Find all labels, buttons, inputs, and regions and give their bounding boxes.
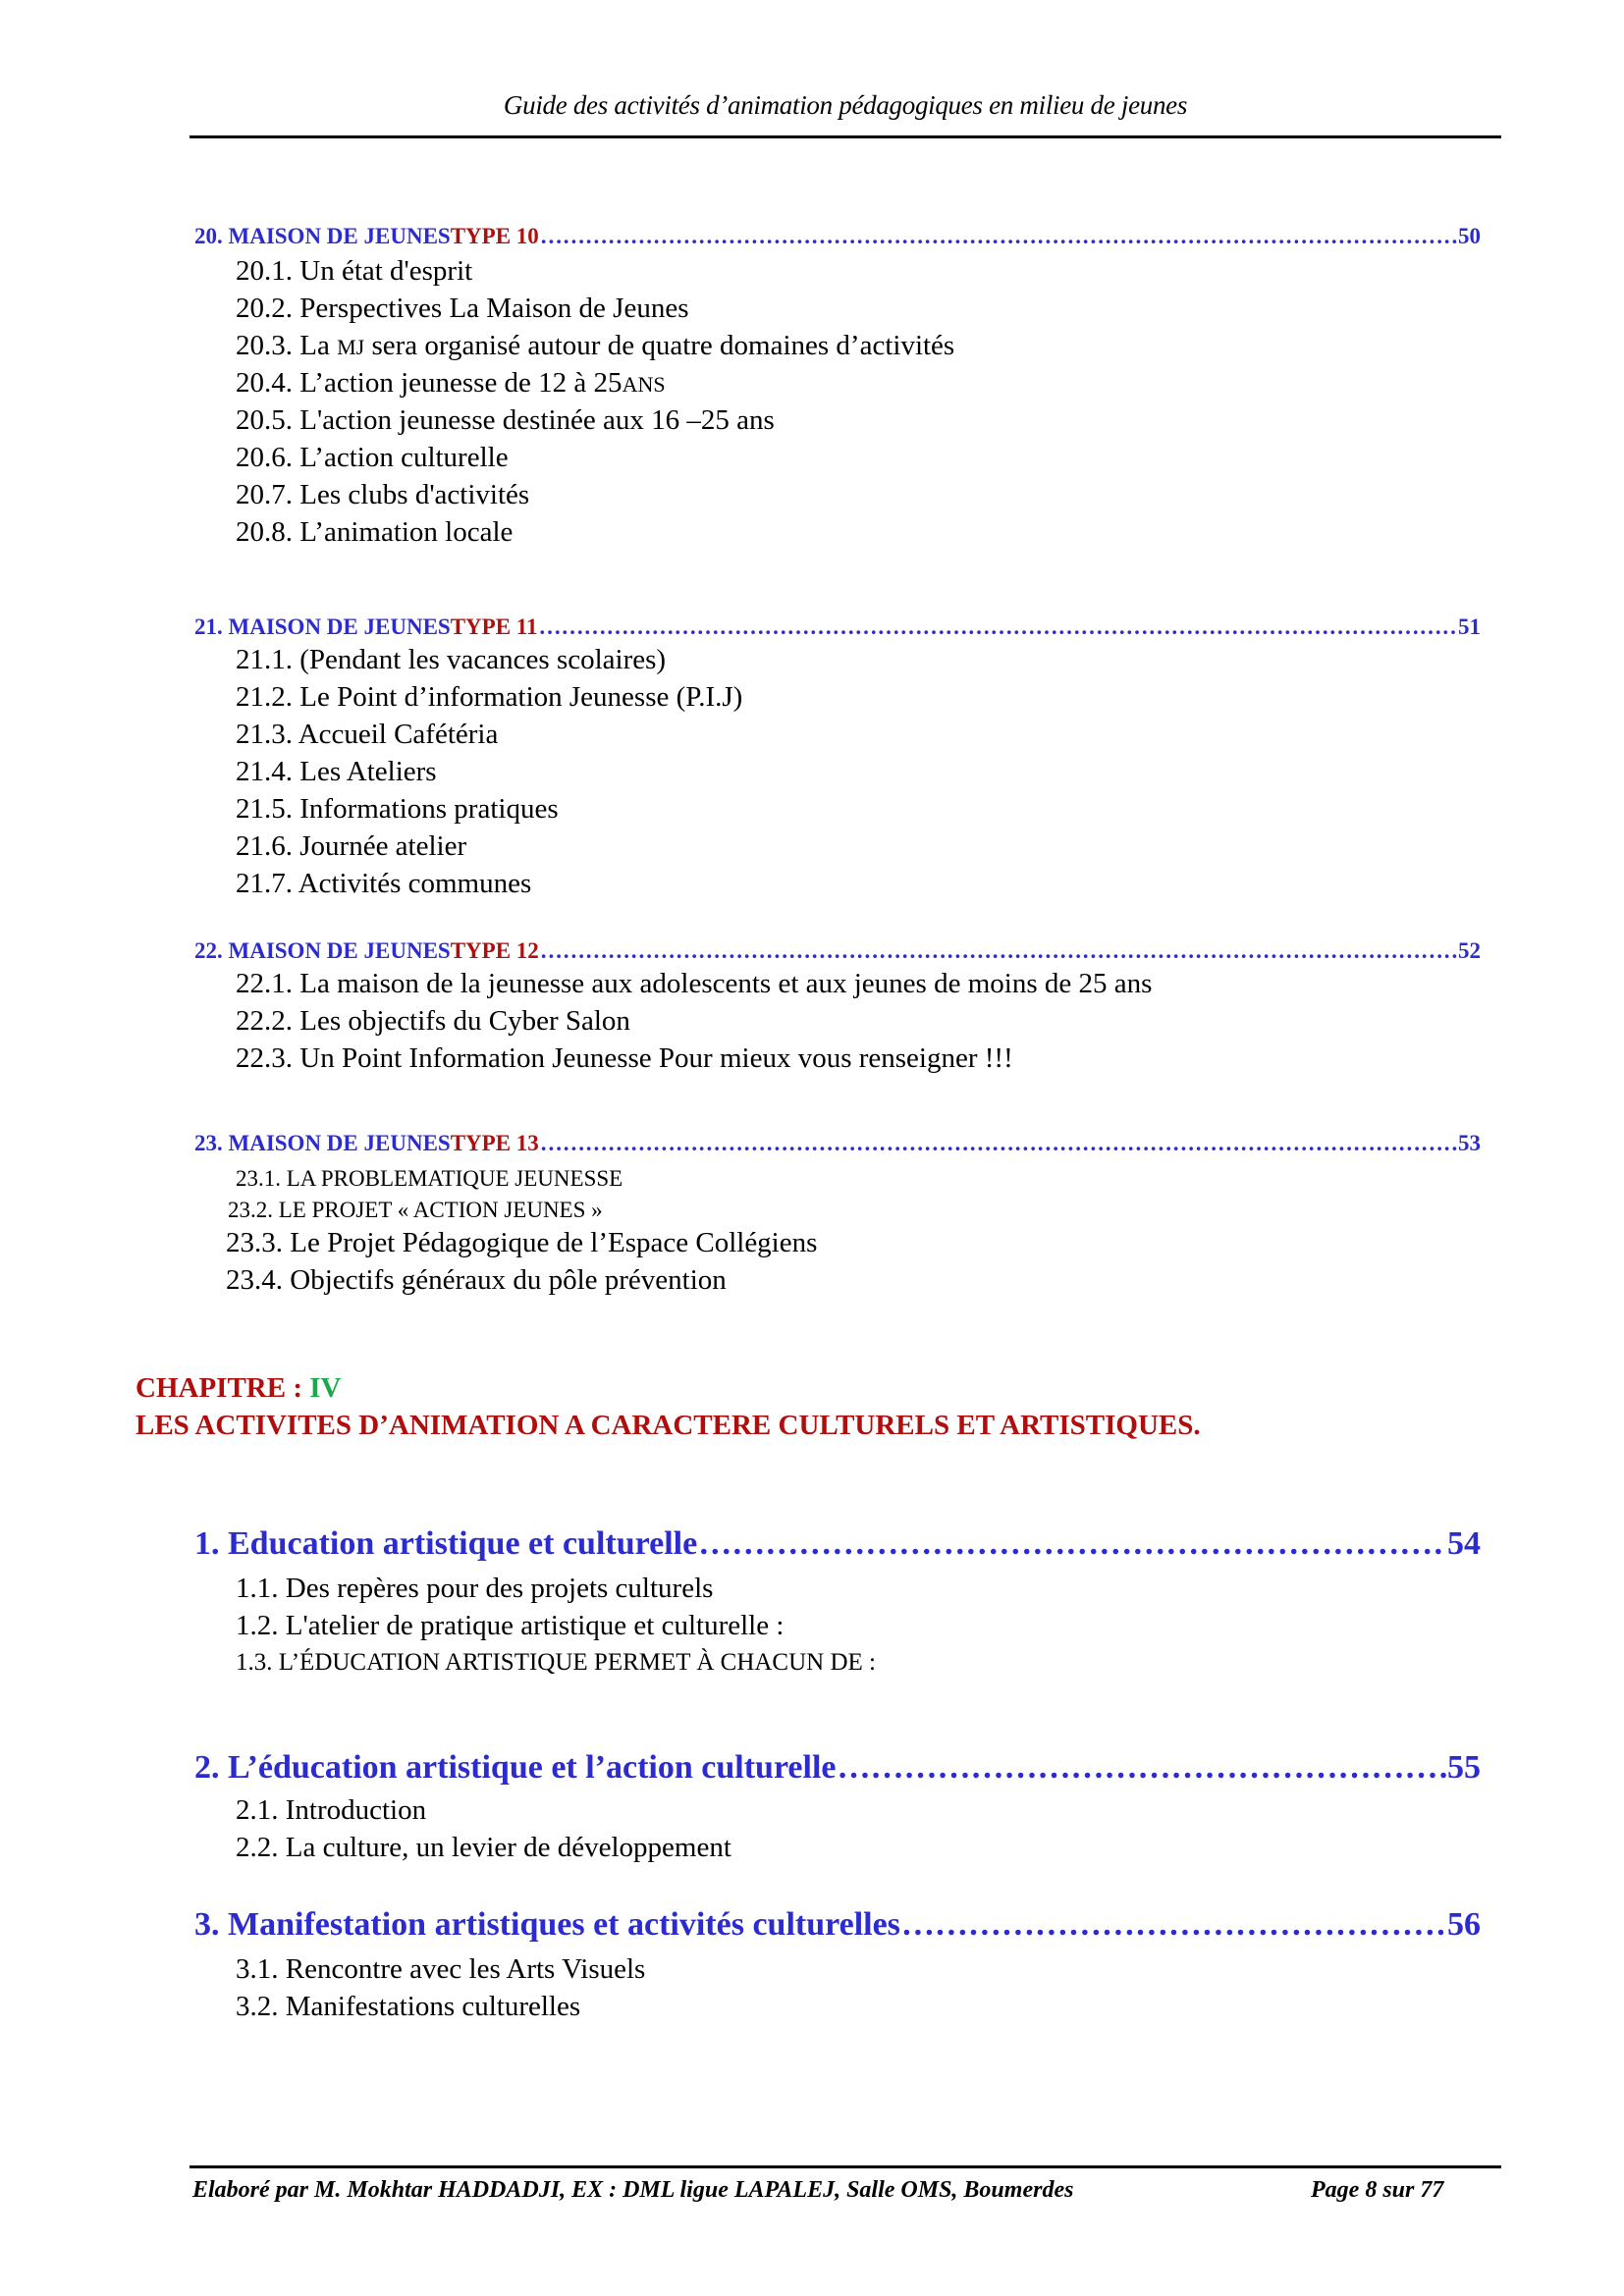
toc-subentry-text: 20.3. La	[236, 330, 338, 361]
toc-subentry[interactable]: 21.7. Activités communes	[236, 868, 532, 899]
toc-subentry[interactable]: 3.1. Rencontre avec les Arts Visuels	[236, 1953, 646, 1985]
toc-subentry[interactable]: 20.6. L’action culturelle	[236, 442, 509, 473]
toc-page-number: 50	[1458, 224, 1481, 248]
toc-leader-dots	[540, 1131, 1457, 1156]
chapter-label: CHAPITRE :	[135, 1372, 310, 1404]
toc-entry-chapter-2[interactable]	[194, 1749, 1481, 1787]
toc-subentry[interactable]	[236, 367, 666, 400]
toc-page-number: 52	[1458, 938, 1481, 963]
toc-subentry-text: sera organisé autour de quatre domaines d’activités	[364, 330, 955, 361]
chapter-title: LES ACTIVITES D’ANIMATION A CARACTERE CULTURELS ET ARTISTIQUES.	[135, 1410, 1201, 1441]
toc-entry-type: TYPE 11	[450, 614, 538, 639]
toc-subentry[interactable]: 20.5. L'action jeunesse destinée aux 16 –25 ans	[236, 404, 775, 436]
toc-subentry[interactable]: 22.1. La maison de la jeunesse aux adolescents et aux jeunes de moins de 25 ans	[236, 968, 1153, 999]
toc-subentry[interactable]: 22.3. Un Point Information Jeunesse Pour mieux vous renseigner !!!	[236, 1042, 1013, 1074]
toc-subentry[interactable]: 21.5. Informations pratiques	[236, 793, 559, 825]
toc-entry-type: TYPE 12	[450, 938, 539, 963]
toc-leader-dots	[540, 224, 1457, 249]
toc-entry-label: 2. L’éducation artistique et l’action culturelle	[194, 1749, 837, 1786]
toc-leader-dots	[838, 1749, 1446, 1787]
toc-page-number: 54	[1447, 1525, 1481, 1562]
footer-author: Elaboré par M. Mokhtar HADDADJI, EX : DML ligue LAPALEJ, Salle OMS, Boumerdes	[192, 2177, 1074, 2203]
toc-entry-section-20[interactable]	[194, 224, 1481, 249]
toc-subentry[interactable]: 21.1. (Pendant les vacances scolaires)	[236, 644, 667, 675]
toc-subentry[interactable]: 21.2. Le Point d’information Jeunesse (P.I.J)	[236, 681, 743, 713]
toc-subentry[interactable]: 21.3. Accueil Cafétéria	[236, 719, 499, 750]
toc-subentry[interactable]: 23.1. LA PROBLEMATIQUE JEUNESSE	[236, 1166, 623, 1191]
toc-subentry[interactable]: 20.7. Les clubs d'activités	[236, 479, 530, 510]
toc-entry-label: 20. MAISON DE JEUNES	[194, 224, 451, 248]
toc-entry-section-23[interactable]	[194, 1131, 1481, 1156]
toc-entry-type: TYPE 10	[450, 224, 539, 248]
toc-entry-label: 23. MAISON DE JEUNES	[194, 1131, 451, 1155]
toc-entry-type: TYPE 13	[450, 1131, 539, 1155]
toc-subentry[interactable]: 23.4. Objectifs généraux du pôle prévention	[226, 1264, 727, 1296]
toc-subentry[interactable]: 2.2. La culture, un levier de développement	[236, 1832, 731, 1863]
toc-subentry[interactable]: 1.2. L'atelier de pratique artistique et culturelle :	[236, 1610, 785, 1641]
chapter-heading	[135, 1372, 341, 1405]
toc-subentry[interactable]	[236, 330, 954, 362]
toc-page-number: 56	[1447, 1906, 1481, 1943]
toc-subentry[interactable]: 22.2. Les objectifs du Cyber Salon	[236, 1005, 630, 1037]
toc-entry-label: 3. Manifestation artistiques et activités culturelles	[194, 1906, 900, 1943]
toc-entry-section-22[interactable]	[194, 938, 1481, 964]
toc-subentry[interactable]: 2.1. Introduction	[236, 1794, 427, 1826]
toc-leader-dots	[698, 1525, 1446, 1563]
toc-subentry[interactable]: 1.1. Des repères pour des projets culturels	[236, 1573, 714, 1604]
toc-leader-dots	[540, 938, 1457, 964]
toc-page-number: 51	[1458, 614, 1481, 639]
chapter-numeral: IV	[309, 1372, 342, 1404]
toc-entry-label: 1. Education artistique et culturelle	[194, 1525, 698, 1562]
toc-subentry[interactable]: 21.4. Les Ateliers	[236, 756, 437, 787]
toc-subentry[interactable]: 23.2. LE PROJET « ACTION JEUNES »	[228, 1198, 603, 1222]
toc-leader-dots	[539, 614, 1457, 640]
running-header: Guide des activités d’animation pédagogiques en milieu de jeunes	[503, 90, 1188, 120]
toc-leader-dots	[901, 1906, 1446, 1944]
toc-subentry[interactable]: 20.1. Un état d'esprit	[236, 255, 473, 287]
footer-rule	[189, 2165, 1501, 2168]
footer-page-number: Page 8 sur 77	[1311, 2177, 1444, 2203]
toc-entry-section-21[interactable]	[194, 614, 1481, 640]
toc-subentry-text: 20.4. L’action jeunesse de 12 à 25	[236, 367, 623, 399]
toc-subentry[interactable]: 20.2. Perspectives La Maison de Jeunes	[236, 293, 689, 324]
toc-subentry[interactable]: 21.6. Journée atelier	[236, 830, 467, 862]
header-rule	[189, 135, 1501, 138]
toc-subentry-smallcaps: ANS	[622, 372, 666, 397]
toc-entry-chapter-3[interactable]	[194, 1906, 1481, 1944]
toc-entry-label: 22. MAISON DE JEUNES	[194, 938, 451, 963]
toc-subentry[interactable]: 20.8. L’animation locale	[236, 516, 514, 548]
toc-entry-label: 21. MAISON DE JEUNES	[194, 614, 451, 639]
toc-page-number: 53	[1458, 1131, 1481, 1155]
toc-subentry[interactable]: 1.3. L’ÉDUCATION ARTISTIQUE PERMET À CHACUN DE :	[236, 1649, 876, 1676]
toc-subentry[interactable]: 23.3. Le Projet Pédagogique de l’Espace Collégiens	[226, 1227, 818, 1258]
toc-page-number: 55	[1447, 1749, 1481, 1786]
toc-subentry[interactable]: 3.2. Manifestations culturelles	[236, 1991, 581, 2022]
toc-entry-chapter-1[interactable]	[194, 1525, 1481, 1563]
toc-subentry-smallcaps: MJ	[337, 335, 365, 359]
